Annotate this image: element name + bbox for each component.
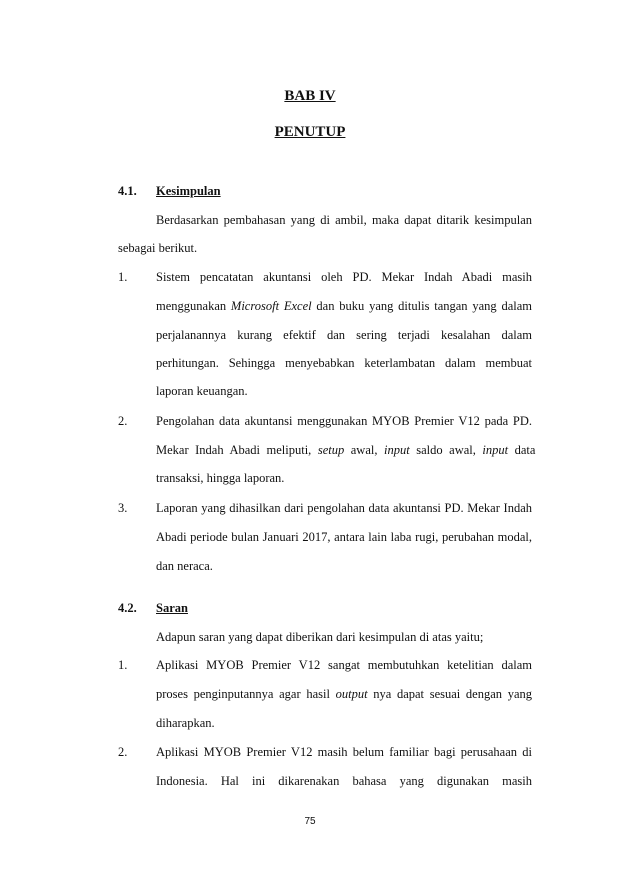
- list-item-line: perhitungan. Sehingga menyebabkan keterlambatan dalam membuat: [156, 356, 532, 370]
- list-item-line: diharapkan.: [156, 716, 215, 730]
- list-item-line: Aplikasi MYOB Premier V12 masih belum familiar bagi perusahaan di: [156, 745, 532, 759]
- list-item-line: Sistem pencatatan akuntansi oleh PD. Mekar Indah Abadi masih: [156, 270, 532, 284]
- list-item-line: perjalanannya kurang efektif dan sering terjadi kesalahan dalam: [156, 328, 532, 342]
- list-item-line: Mekar Indah Abadi meliputi, setup awal, input saldo awal, input data: [156, 443, 536, 457]
- list-item-line: menggunakan Microsoft Excel dan buku yang ditulis tangan yang dalam: [156, 299, 532, 313]
- list-item-line: Indonesia. Hal ini dikarenakan bahasa yang digunakan masih: [156, 774, 532, 788]
- list-number: 1.: [118, 658, 128, 672]
- section-title: Kesimpulan: [156, 184, 221, 198]
- list-number: 2.: [118, 745, 128, 759]
- list-item-line: proses penginputannya agar hasil output nya dapat sesuai dengan yang: [156, 687, 532, 701]
- list-number: 1.: [118, 270, 128, 284]
- paragraph-line: Berdasarkan pembahasan yang di ambil, maka dapat ditarik kesimpulan: [156, 213, 532, 227]
- paragraph-line: Adapun saran yang dapat diberikan dari kesimpulan di atas yaitu;: [156, 630, 484, 644]
- section-number: 4.1.: [118, 184, 137, 198]
- list-item-line: dan neraca.: [156, 559, 213, 573]
- list-item-line: transaksi, hingga laporan.: [156, 471, 285, 485]
- list-item-line: laporan keuangan.: [156, 384, 248, 398]
- list-item-line: Abadi periode bulan Januari 2017, antara lain laba rugi, perubahan modal,: [156, 530, 532, 544]
- list-number: 3.: [118, 501, 128, 515]
- list-item-line: Aplikasi MYOB Premier V12 sangat membutuhkan ketelitian dalam: [156, 658, 532, 672]
- list-item-line: Pengolahan data akuntansi menggunakan MYOB Premier V12 pada PD.: [156, 414, 532, 428]
- list-number: 2.: [118, 414, 128, 428]
- chapter-title: PENUTUP: [274, 124, 346, 140]
- list-item-line: Laporan yang dihasilkan dari pengolahan data akuntansi PD. Mekar Indah: [156, 501, 532, 515]
- page-number: 75: [304, 816, 316, 827]
- section-number: 4.2.: [118, 601, 137, 615]
- section-title: Saran: [156, 601, 188, 615]
- chapter-heading: BAB IV: [284, 88, 336, 104]
- paragraph-line: sebagai berikut.: [118, 241, 198, 255]
